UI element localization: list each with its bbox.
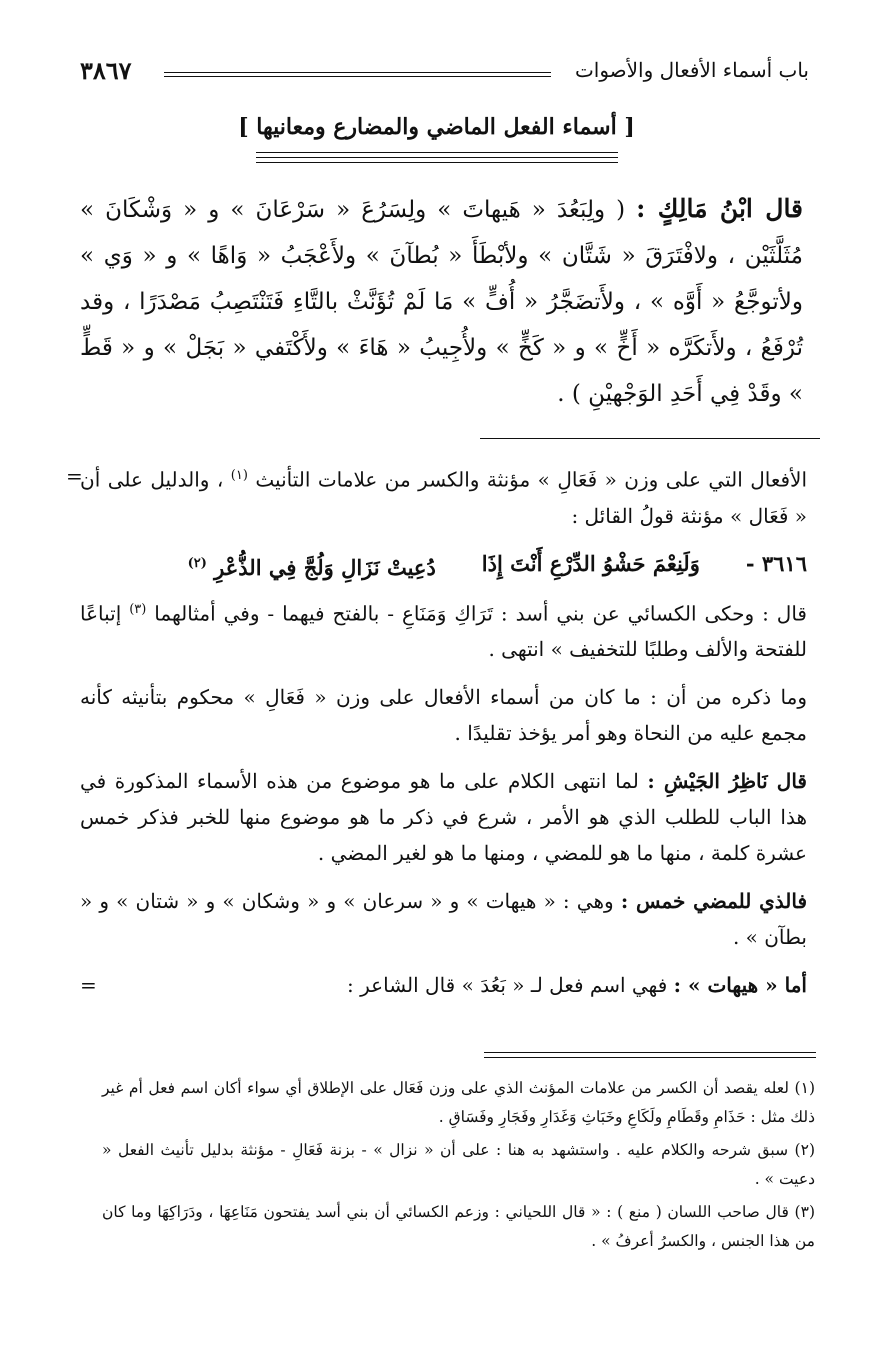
matn-speaker: قال ابْنُ مَالِكٍ :: [636, 194, 804, 223]
matn-separator: [480, 438, 820, 439]
paragraph-6-text: فهي اسم فعل لـ « بَعُدَ » قال الشاعر :: [347, 973, 668, 998]
chapter-title: باب أسماء الأفعال والأصوات: [574, 58, 809, 82]
commentator-name: قال نَاظِرُ الجَيْشِ :: [647, 769, 807, 794]
paragraph-1: [66, 458, 808, 534]
verse-second-hemistich: [188, 546, 436, 586]
footnote-ref-1[interactable]: (١): [230, 468, 248, 483]
paragraph-2-text: قال : وحكى الكسائي عن بني أسد : تَرَاكِ وَمَنَاعِ - بالفتح فيهما - وفي أمثالهما: [154, 601, 807, 626]
footnote-ref-3[interactable]: (٣): [129, 601, 147, 617]
poetry-verse: [80, 546, 807, 586]
footnote-1: (١) لعله يقصد أن الكسر من علامات المؤنث الذي على وزن فَعَال على الإطلاق أي سواء أكان اسم فعل أم غير ذلك مثل : حَذَامِ وقَطَامِ ولَكَاعِ وخَبَاثِ وَغَدَارِ وفَجَارِ وفَسَاقِ .: [102, 1079, 815, 1126]
title-underline: [256, 152, 618, 167]
verse-first-hemistich: وَلَنِعْمَ حَشْوُ الدِّرْعِ أَنْتَ إِذَا: [481, 550, 700, 576]
paragraph-3: وما ذكره من أن : ما كان من أسماء الأفعال على وزن « فَعَالِ » محكوم بتأنيثه كأنه مجمع عليه من النحاة وهو أمر يؤخذ تقليدًا .: [80, 685, 807, 746]
footnote-separator: [484, 1052, 816, 1062]
paragraph-6-lead: أما « هيهات » :: [673, 973, 807, 998]
running-header: [80, 56, 809, 90]
verse-number: ٣٦١٦ -: [745, 550, 807, 576]
main-text: [80, 186, 803, 417]
commentary: [66, 458, 808, 1015]
paragraph-2: [80, 592, 807, 668]
matn-body: ( ولِبَعُدَ « هَيهاتَ » ولِسَرُعَ « سَرْعَانَ » و « وَشْكَانَ » مُثَلَّثَيْن ، ولافْتَرَقَ « شَتَّان » ولأبْطَأَ « بُطآنَ » ولأَعْجَبُ « وَاهًا » و « وَي » ولأتوجَّعُ « أَوَّه » ، ولأَتضَجَّرُ « أُفٍّ » مَا لَمْ تُؤَنَّثْ بالتَّاءِ فَتَنْتَصِبُ مَصْدَرًا ، وقد تُرْفَعُ ، ولأَتكَرَّه « أَخٍّ » و « كَخٍّ » ولأُجِيبُ « هَاءَ » ولأَكْتَفي « بَجَلْ » و « قَطٍّ » وقَدْ فِي أَحَدِ الوَجْهيْنِ ) .: [80, 197, 803, 407]
header-rule: [164, 72, 551, 77]
continuation-marker-end: =: [80, 973, 97, 998]
paragraph-6: [80, 967, 807, 1003]
paragraph-1-text-rest: ، والدليل على أن « فَعَال » مؤنثة قولُ القائل :: [80, 467, 807, 528]
footnote-3: (٣) قال صاحب اللسان ( منع ) : « قال اللحياني : وزعم الكسائي أن بني أسد يفتحون مَنَاعِهَا ، ودَرَاكِهَا وما كان من هذا الجنس ، والكسرُ أعرفُ » .: [102, 1203, 815, 1250]
paragraph-5-text: وهي : « هيهات » و « سرعان » و « وشكان » و « شتان » و « بطآن » .: [80, 889, 807, 950]
continuation-marker: =: [66, 464, 83, 488]
footnote-2: (٢) سبق شرحه والكلام عليه . واستشهد به هنا : على أن « نزال » - بزنة فَعَالِ - مؤنثة بدليل تأنيث الفعل « دعيت » .: [102, 1141, 815, 1188]
paragraph-4: [80, 763, 807, 871]
footnotes: [102, 1074, 815, 1260]
page-number: ٣٨٦٧: [80, 56, 132, 85]
footnote-ref-2[interactable]: (٢): [187, 555, 207, 571]
paragraph-1-text: الأفعال التي على وزن « فَعَالِ » مؤنثة والكسر من علامات التأنيث: [255, 467, 808, 492]
verse-second-text: دُعِيتْ نَزَالِ وَلُجَّ فِي الذُّعْرِ: [214, 554, 436, 580]
section-title: [ أسماء الفعل الماضي والمضارع ومعانيها ]: [238, 114, 635, 140]
paragraph-5-lead: فالذي للمضي خمس :: [620, 889, 808, 914]
paragraph-4-text: لما انتهى الكلام على ما هو موضوع من هذه الأسماء المذكورة في هذا الباب للطلب الذي هو الأمر ، شرع في ذكر ما هو موضوع منها للخبر فذكر خمس عشرة كلمة ، منها ما هو للمضي ، ومنها ما هو لغير المضي .: [80, 769, 807, 866]
paragraph-5: [80, 883, 807, 955]
paragraph-2-text-rest: إتباعًا للفتحة والألف وطلبًا للتخفيف » انتهى .: [80, 601, 807, 662]
